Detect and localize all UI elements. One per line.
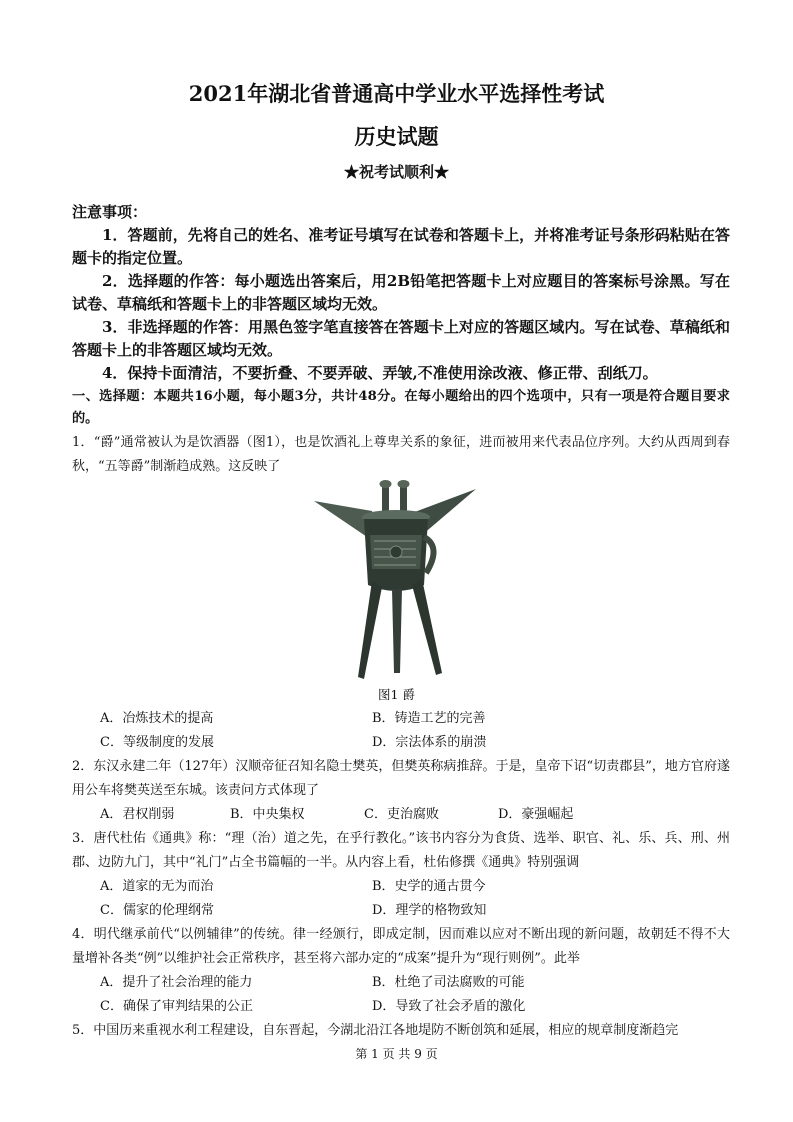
page-footer: 第 1 页 共 9 页 xyxy=(355,1047,438,1061)
jue-vessel-image xyxy=(314,480,476,679)
question-stem: 5．中国历来重视水利工程建设，自东晋起，今湖北沿江各地堤防不断创筑和延展，相应的规章制度渐趋完 xyxy=(72,1023,679,1038)
question-stem: 2．东汉永建二年（127年）汉顺帝征召知名隐士樊英，但樊英称病推辞。于是，皇帝下诏“切责郡县”，地方官府遂用公车将樊英送至东城。该责问方式体现了 xyxy=(72,759,730,798)
option-b[interactable]: B．铸造工艺的完善 xyxy=(372,711,486,726)
option-c[interactable]: C．等级制度的发展 xyxy=(100,735,214,750)
option-d[interactable]: D．导致了社会矛盾的激化 xyxy=(372,999,526,1014)
question-stem: 3．唐代杜佑《通典》称：“理（治）道之先，在乎行教化。”该书内容分为食货、选举、职官、礼、乐、兵、刑、州郡、边防九门，其中“礼门”占全书篇幅的一半。从内容上看，杜佑修撰《通典》特别强调 xyxy=(72,831,730,870)
exam-title: 2021年湖北省普通高中学业水平选择性考试 xyxy=(188,81,605,106)
question-3-options xyxy=(100,875,730,923)
option-d[interactable]: D．宗法体系的崩溃 xyxy=(372,735,487,750)
option-c[interactable]: C．确保了审判结果的公正 xyxy=(100,999,253,1014)
option-b[interactable]: B．史学的通古贯今 xyxy=(372,879,486,894)
question-1 xyxy=(72,431,730,479)
notice-item: 1．答题前，先将自己的姓名、准考证号填写在试卷和答题卡上，并将准考证号条形码粘贴在答题卡的指定位置。 xyxy=(72,226,730,267)
jue-vessel-figure xyxy=(312,477,480,683)
option-c[interactable]: C．吏治腐败 xyxy=(364,807,439,822)
notice-item: 3．非选择题的作答：用黑色签字笔直接答在答题卡上对应的答题区域内。写在试卷、草稿纸和答题卡上的非答题区域均无效。 xyxy=(72,318,730,359)
good-luck-line: ★祝考试顺利★ xyxy=(343,163,449,181)
question-4-options xyxy=(100,971,730,1019)
option-a[interactable]: A．冶炼技术的提高 xyxy=(100,711,214,726)
question-4 xyxy=(72,923,730,971)
option-c[interactable]: C．儒家的伦理纲常 xyxy=(100,903,214,918)
question-stem: 4．明代继承前代“以例辅律”的传统。律一经颁行，即成定制，因而难以应对不断出现的新问题，故朝廷不得不大量增补各类“例”以维护社会正常秩序，甚至将六部办定的“成案”提升为“现行则例”。此举 xyxy=(72,927,730,966)
question-2 xyxy=(72,755,730,803)
option-a[interactable]: A．道家的无为而治 xyxy=(100,879,214,894)
notice-heading: 注意事项： xyxy=(72,203,148,221)
question-5 xyxy=(72,1019,730,1043)
question-3 xyxy=(72,827,730,875)
question-2-options xyxy=(100,803,730,827)
option-a[interactable]: A．提升了社会治理的能力 xyxy=(100,975,253,990)
subject-title: 历史试题 xyxy=(354,124,439,149)
notice-item: 2．选择题的作答：每小题选出答案后，用2B铅笔把答题卡上对应题目的答案标号涂黑。写在试卷、草稿纸和答题卡上的非答题区域均无效。 xyxy=(72,272,730,313)
option-b[interactable]: B．杜绝了司法腐败的可能 xyxy=(372,975,525,990)
question-stem: 1．“爵”通常被认为是饮酒器（图1），也是饮酒礼上尊卑关系的象征，进而被用来代表品位序列。大约从西周到春秋，“五等爵”制渐趋成熟。这反映了 xyxy=(72,435,730,474)
option-d[interactable]: D．豪强崛起 xyxy=(498,807,574,822)
notice-item: 4．保持卡面清洁，不要折叠、不要弄破、弄皱,不准使用涂改液、修正带、刮纸刀。 xyxy=(102,364,658,382)
question-1-options xyxy=(100,707,730,755)
option-a[interactable]: A．君权削弱 xyxy=(100,807,175,822)
option-d[interactable]: D．理学的格物致知 xyxy=(372,903,487,918)
figure-caption: 图1 爵 xyxy=(378,687,415,702)
section-heading: 一、选择题：本题共16小题，每小题3分，共计48分。在每小题给出的四个选项中，只有一项是符合题目要求的。 xyxy=(72,389,730,426)
option-b[interactable]: B．中央集权 xyxy=(230,807,305,822)
notice-block xyxy=(72,201,730,385)
